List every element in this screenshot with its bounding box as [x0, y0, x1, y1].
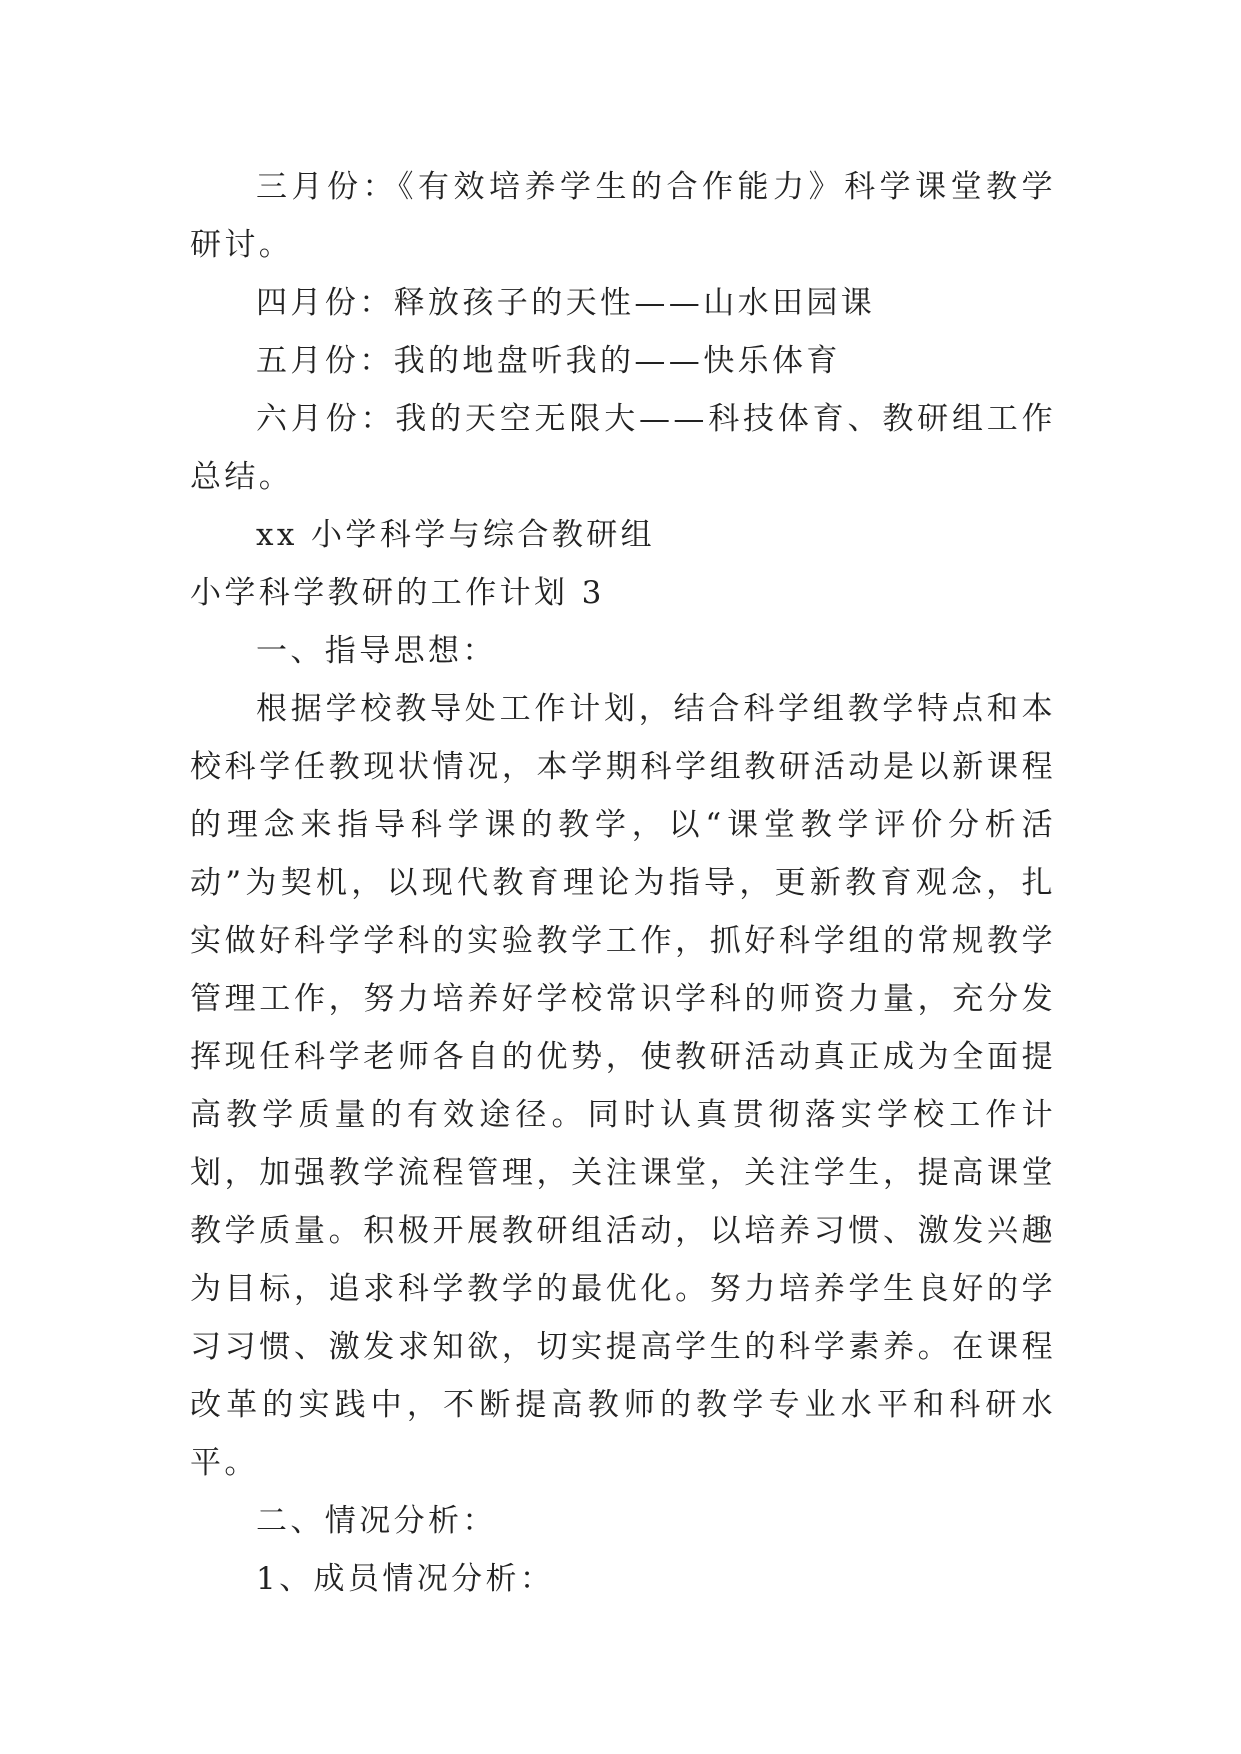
document-body: [190, 158, 1056, 1608]
signature-line: xx 小学科学与综合教研组: [256, 517, 656, 553]
paragraph-may: 五月份：我的地盘听我的——快乐体育: [256, 343, 841, 379]
heading-member-analysis: 1、成员情况分析：: [256, 1561, 555, 1597]
paragraph-april: 四月份：释放孩子的天性——山水田园课: [256, 285, 876, 321]
heading-situation-analysis: 二、情况分析：: [256, 1503, 497, 1539]
paragraph-june: 六月份：我的天空无限大——科技体育、教研组工作总结。: [190, 401, 1056, 495]
paragraph-march: 三月份：《有效培养学生的合作能力》科学课堂教学研讨。: [190, 169, 1056, 263]
paragraph-guiding-ideology: 根据学校教导处工作计划，结合科学组教学特点和本校科学任教现状情况，本学期科学组教研活动是以新课程的理念来指导科学课的教学，以“课堂教学评价分析活动”为契机，以现代教育理论为指导，更新教育观念，扎实做好科学学科的实验教学工作，抓好科学组的常规教学管理工作，努力培养好学校常识学科的师资力量，充分发挥现任科学老师各自的优势，使教研活动真正成为全面提高教学质量的有效途径。同时认真贯彻落实学校工作计划，加强教学流程管理，关注课堂，关注学生，提高课堂教学质量。积极开展教研组活动，以培养习惯、激发兴趣为目标，追求科学教学的最优化。努力培养学生良好的学习习惯、激发求知欲，切实提高学生的科学素养。在课程改革的实践中，不断提高教师的教学专业水平和科研水平。: [190, 691, 1056, 1481]
heading-guiding-ideology: 一、指导思想：: [256, 633, 497, 669]
section-title: 小学科学教研的工作计划 3: [190, 575, 605, 611]
